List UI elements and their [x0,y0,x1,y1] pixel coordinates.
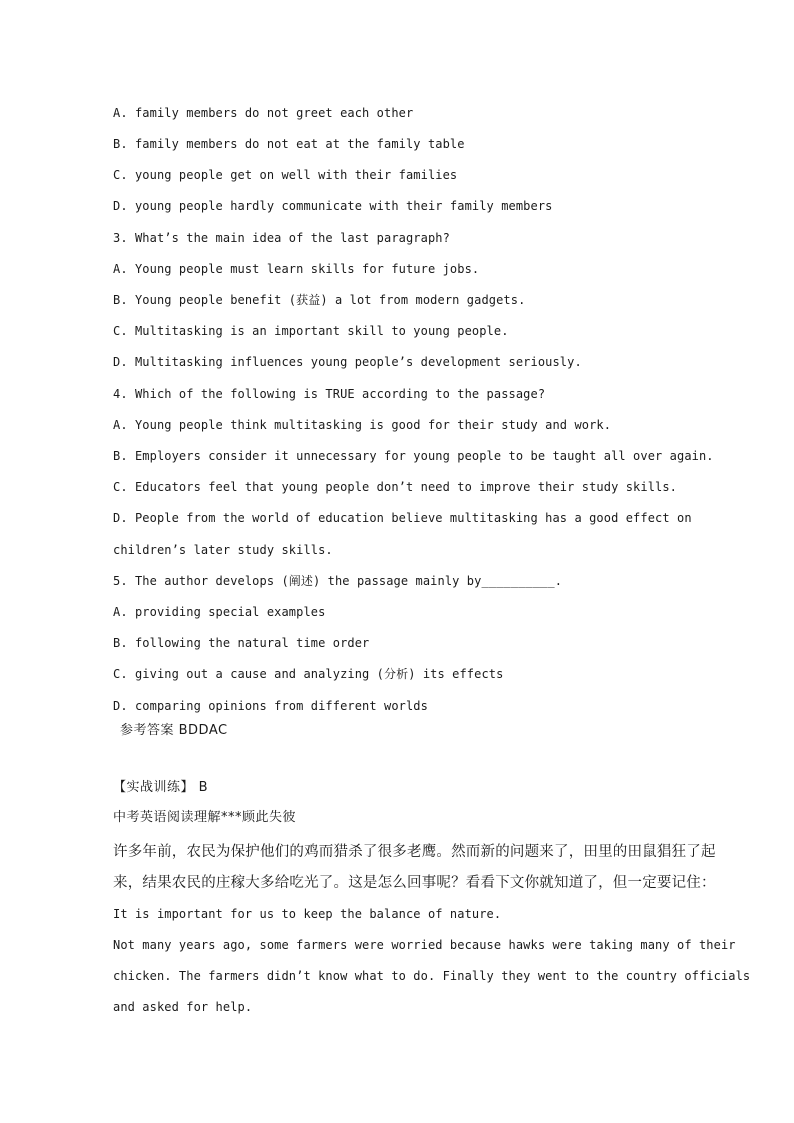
question-4-option-d-continued: children’s later study skills. [113,543,333,557]
passage-title: 中考英语阅读理解***顾此失彼 [113,810,297,825]
question-3-option-a: A. Young people must learn skills for future jobs. [113,262,480,276]
question-5-option-c: C. giving out a cause and analyzing (分析) its effects [113,667,504,681]
question-5-option-d: D. comparing opinions from different worlds [113,699,428,713]
question-4-option-a: A. Young people think multitasking is good for their study and work. [113,418,612,432]
section-heading: 【实战训练】 B [113,780,209,795]
question-3-option-d: D. Multitasking influences young people’s development seriously. [113,355,582,369]
passage-line-2: chicken. The farmers didn’t know what to do. Finally they went to the country officials [113,969,751,983]
question-2-option-b: B. family members do not eat at the family table [113,137,465,151]
chinese-intro-line-2: 来，结果农民的庄稼大多给吃光了。这是怎么回事呢？看看下文你就知道了，但一定要记住： [113,875,716,891]
passage-line-3: and asked for help. [113,1000,253,1014]
question-2-option-a: A. family members do not greet each other [113,106,414,120]
question-3-option-c: C. Multitasking is an important skill to young people. [113,324,509,338]
question-5-stem: 5. The author develops (阐述) the passage mainly by__________. [113,574,563,588]
question-4-option-c: C. Educators feel that young people don’t need to improve their study skills. [113,480,677,494]
answer-key: 参考答案 BDDAC [120,723,228,738]
passage-line-1: Not many years ago, some farmers were worried because hawks were taking many of their [113,938,736,952]
question-3-option-b: B. Young people benefit (获益) a lot from modern gadgets. [113,293,526,307]
question-5-option-a: A. providing special examples [113,605,326,619]
question-4-option-b: B. Employers consider it unnecessary for young people to be taught all over again. [113,449,714,463]
question-2-option-d: D. young people hardly communicate with their family members [113,199,553,213]
question-4-stem: 4. Which of the following is TRUE according to the passage? [113,387,546,401]
question-5-option-b: B. following the natural time order [113,636,370,650]
chinese-intro-line-1: 许多年前，农民为保护他们的鸡而猎杀了很多老鹰。然而新的问题来了，田里的田鼠猖狂了起 [113,844,716,860]
key-sentence: It is important for us to keep the balance of nature. [113,907,502,921]
question-4-option-d: D. People from the world of education believe multitasking has a good effect on [113,511,692,525]
question-3-stem: 3. What’s the main idea of the last paragraph? [113,231,450,245]
question-2-option-c: C. young people get on well with their families [113,168,458,182]
